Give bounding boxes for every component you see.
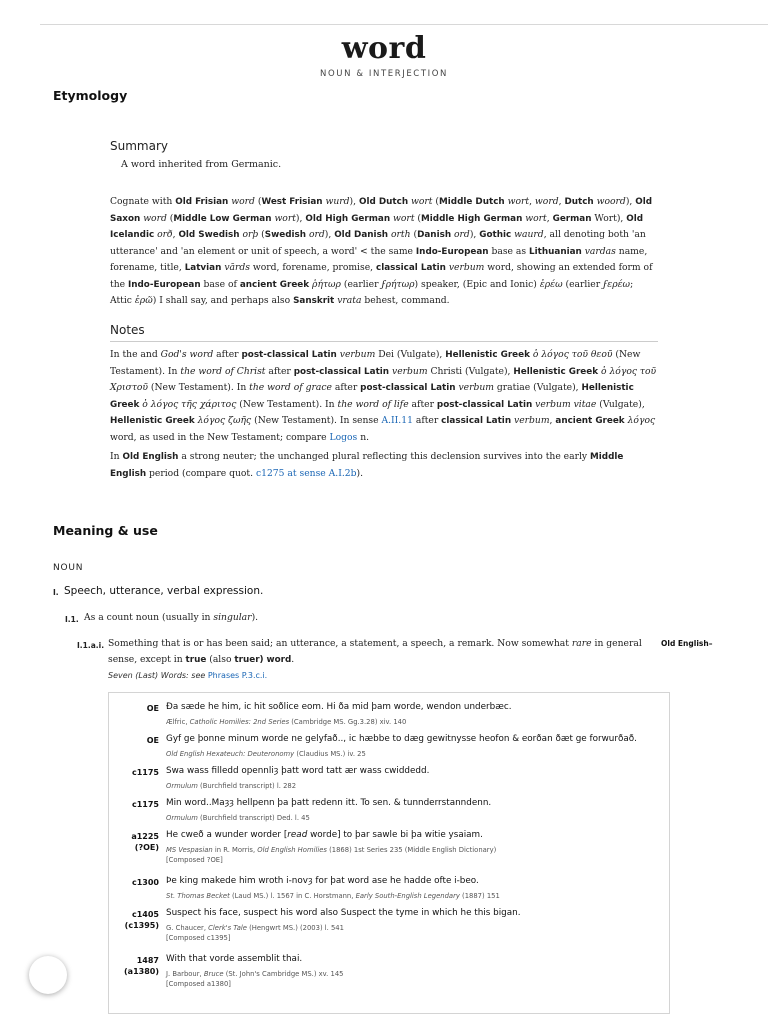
quotation-text: Þe king makede him wroth i-novȝ for þat word ase he hadde ofte i-beo. <box>166 876 479 886</box>
cross-reference-link[interactable]: Logos <box>329 431 358 443</box>
italic-term: λόγος ζωῆς <box>197 415 252 426</box>
language-name: Hellenistic Greek <box>110 383 634 410</box>
quotation-composition-date: (a1380) <box>124 967 159 976</box>
language-name: Indo-European <box>415 246 489 257</box>
quotation-date: c1300 <box>131 878 159 887</box>
italic-term: wort <box>274 212 296 224</box>
language-name: Indo-European <box>127 279 201 290</box>
italic-term: ὁ λόγος τῆς χάριτος <box>142 398 237 410</box>
italic-term: Old English Homilies <box>257 846 327 854</box>
quotation-text: Min word..Maȝȝ hellpenn þa þatt redenn itt. To sen. & tunnderrstanndenn. <box>166 798 492 808</box>
cross-reference <box>108 671 267 680</box>
italic-term: ϝερέω <box>603 278 631 290</box>
language-name: classical Latin <box>376 263 446 273</box>
quotation-source: G. Chaucer, Clerk's Tale (Hengwrt MS.) (2003) l. 541 <box>166 924 344 932</box>
italic-term: ὁ λόγος τοῦ Χριστοῦ <box>110 365 657 393</box>
italic-term: MS Vespasian <box>166 846 213 854</box>
language-name: Old High German <box>305 213 391 224</box>
quotation-source: Ormulum (Burchfield transcript) Ded. l. 45 <box>166 814 310 822</box>
quotation-source: Ælfric, Catholic Homilies: 2nd Series (Cambridge MS. Gg.3.28) xiv. 140 <box>166 718 407 726</box>
italic-term: orth <box>391 229 411 240</box>
quotation-source: J. Barbour, Bruce (St. John's Cambridge MS.) xv. 145 <box>166 970 344 978</box>
quotation-date: c1175 <box>131 768 159 777</box>
language-name: West Frisian <box>261 197 323 207</box>
cross-reference-link[interactable]: c1275 at sense A.I.2b <box>255 467 357 479</box>
language-name: Hellenistic Greek <box>110 416 195 426</box>
quotation-text: Suspect his face, suspect his word also Suspect the tyme in which he this bigan. <box>166 908 521 918</box>
quotation-date: c1175 <box>131 800 159 809</box>
quotation-date: c1405 <box>131 910 159 919</box>
language-name: Middle English <box>110 452 624 479</box>
italic-term: λόγος <box>627 415 656 426</box>
italic-term: Bruce <box>203 970 224 978</box>
italic-term: verbum <box>458 382 494 393</box>
language-name: post-classical Latin <box>360 383 456 393</box>
italic-term: God's word <box>160 349 214 360</box>
summary-heading: Summary <box>110 139 168 153</box>
sense-number: I.1.a.i. <box>77 641 105 650</box>
language-name: ancient Greek <box>239 279 310 290</box>
italic-term: St. Thomas Becket <box>166 892 230 900</box>
cross-reference-link[interactable]: A.II.11 <box>381 415 413 426</box>
quotation-date: a1225 <box>131 832 159 841</box>
italic-term: orþ <box>242 229 259 240</box>
noun-label: NOUN <box>53 563 84 573</box>
language-name: Danish <box>417 230 452 240</box>
language-name: Old Frisian <box>175 197 229 207</box>
quotation-composed-note: [Composed a1380] <box>166 980 231 988</box>
italic-term: word <box>534 196 559 207</box>
italic-term: word <box>231 196 255 207</box>
italic-term: wort <box>411 196 433 207</box>
language-name: Hellenistic Greek <box>513 366 599 377</box>
italic-term: ὁ λόγος τοῦ θεοῦ <box>532 349 613 360</box>
language-name: Gothic <box>479 230 512 240</box>
language-name: Middle Low German <box>173 213 272 224</box>
italic-term: Clerk's Tale <box>208 924 247 932</box>
italic-term: ἐρῶ <box>134 295 153 306</box>
italic-term: the word of Christ <box>180 365 266 377</box>
language-name: Swedish <box>264 230 307 240</box>
floating-action-button[interactable] <box>29 956 67 994</box>
language-name: truer) <box>234 655 264 665</box>
language-name: post-classical Latin <box>436 399 533 410</box>
language-name: classical Latin <box>441 416 512 426</box>
part-of-speech-label: NOUN & INTERJECTION <box>320 69 448 79</box>
sense-number: I. <box>53 588 59 597</box>
notes-paragraph-2: In Old English a strong neuter; the unchanged plural reflecting this declension survives into the early Middle English period (compare quot. c1275 at sense A.I.2b). <box>110 451 624 479</box>
language-name: word <box>266 655 292 665</box>
italic-term: word <box>143 212 167 224</box>
italic-term: ord <box>454 229 470 240</box>
language-name: Old Saxon <box>110 197 653 224</box>
italic-term: wort <box>525 212 547 224</box>
language-name: Old Danish <box>334 230 389 240</box>
language-name: German <box>552 213 592 224</box>
sense-definition: As a count noun (usually in singular). <box>84 612 259 623</box>
italic-term: rare <box>571 638 592 649</box>
italic-term: woord <box>596 196 626 207</box>
language-name: Lithuanian <box>529 246 582 257</box>
quotation-date: OE <box>146 704 159 713</box>
italic-term: ἐρέω <box>539 278 563 290</box>
notes-paragraph-1: In the and God's word after post-classical Latin verbum Dei (Vulgate), Hellenistic Greek ὁ λόγος τοῦ θεοῦ (New Testament). In the word of Christ after post-classical Latin verbum Christi (Vulgate), Hellenistic Greek ὁ λόγος τοῦ Χριστοῦ (New Testament). In the word of grace after post-classical Latin verbum gratiae (Vulgate), Hellenistic Greek ὁ λόγος τῆς χάριτος (New Testament). In the word of life after post-classical Latin verbum vitae (Vulgate), Hellenistic Greek λόγος ζωῆς (New Testament). In sense A.II.11 after classical Latin verbum, ancient Greek λόγος word, as used in the New Testament; compare Logos n. <box>110 349 657 443</box>
italic-term: verbum vitae <box>535 398 597 410</box>
language-name: post-classical Latin <box>241 350 337 360</box>
italic-term: Ormulum <box>166 814 198 822</box>
quotation-text: He cweð a wunder worder [read worde] to þar sawle bi þa witie ysaiam. <box>166 830 483 840</box>
notes-divider <box>110 341 658 342</box>
language-name: Old English <box>122 452 179 462</box>
quotation-composition-date: (c1395) <box>124 921 159 930</box>
quotation-source: Ormulum (Burchfield transcript) l. 282 <box>166 782 297 790</box>
italic-term: wort <box>507 196 530 207</box>
cross-reference-link[interactable]: Phrases P.3.c.i. <box>207 671 268 680</box>
italic-term: orð <box>157 229 173 240</box>
sense-date-range: Old English– <box>661 639 713 648</box>
italic-term: vārds <box>224 262 250 273</box>
italic-term: ῥήτωρ <box>312 278 341 290</box>
italic-term: Old English Hexateuch: Deuteronomy <box>166 750 295 758</box>
language-name: Old Swedish <box>178 230 240 240</box>
cross-reference-label: Seven (Last) Words: see <box>108 671 206 680</box>
header-divider <box>40 24 768 25</box>
etymology-paragraph: Cognate with Old Frisian word (West Frisian wurd), Old Dutch wort (Middle Dutch wort, word, Dutch woord), Old Saxon word (Middle Low German wort), Old High German wort (Middle High German wort, German Wort), Old Icelandic orð, Old Swedish orþ (Swedish ord), Old Danish orth (Danish ord), Gothic waurd, all denoting both 'an utterance' and 'an element or unit of speech, a word' < the same Indo-European base as Lithuanian vardas name, forename, title, Latvian vārds word, forename, promise, classical Latin verbum word, showing an extended form of the Indo-European base of ancient Greek ῥήτωρ (earlier ϝρήτωρ) speaker, (Epic and Ionic) ἐρέω (earlier ϝερέω; Attic ἐρῶ) I shall say, and perhaps also Sanskrit vrata behest, command. <box>110 196 653 306</box>
quotation-text: Swa wass filledd opennliȝ þatt word tatt ær wass cwiddedd. <box>166 766 430 776</box>
language-name: Hellenistic Greek <box>445 350 530 360</box>
italic-term: Early South-English Legendary <box>355 892 460 900</box>
language-name: Dutch <box>564 197 594 207</box>
quotations-panel <box>108 692 670 1014</box>
summary-text: A word inherited from Germanic. <box>121 159 282 170</box>
italic-term: wurd <box>325 196 350 207</box>
italic-term: Ormulum <box>166 782 198 790</box>
language-name: Middle High German <box>421 213 523 224</box>
italic-term: read <box>287 830 308 840</box>
italic-term: singular <box>213 612 252 623</box>
headword-title: word <box>341 31 427 66</box>
quotation-composition-date: (?OE) <box>134 843 159 852</box>
language-name: post-classical Latin <box>293 366 390 377</box>
meaning-heading: Meaning & use <box>53 523 158 538</box>
italic-term: verbum <box>448 262 485 273</box>
italic-term: Catholic Homilies: 2nd Series <box>189 718 290 726</box>
quotation-text: Ða sæde he him, ic hit soðlice eom. Hi ða mid þam worde, wendon underbæc. <box>166 702 512 712</box>
sense-definition: Speech, utterance, verbal expression. <box>64 585 264 597</box>
language-name: true <box>185 655 207 665</box>
quotation-source: Old English Hexateuch: Deuteronomy (Claudius MS.) iv. 25 <box>166 750 366 758</box>
quotation-text: Gyf ge þonne minum worde ne gelyfað.., ic hæbbe to dæg gewitnysse heofon & eorðan ðæt ge forwurðað. <box>166 734 637 744</box>
italic-term: wort <box>393 212 415 224</box>
notes-heading: Notes <box>110 323 145 337</box>
italic-term: verbum <box>339 349 376 360</box>
quotation-source: MS Vespasian in R. Morris, Old English Homilies (1868) 1st Series 235 (Middle English Dictionary) <box>166 846 497 854</box>
language-name: Old Dutch <box>358 197 409 207</box>
quotation-composed-note: [Composed c1395] <box>166 934 231 942</box>
sense-definition: Something that is or has been said; an utterance, a statement, a speech, a remark. Now somewhat rare in general sense, except in true (also truer) word. <box>108 638 642 665</box>
language-name: ancient Greek <box>555 416 625 426</box>
italic-term: ϝρήτωρ <box>381 278 415 290</box>
italic-term: verbum <box>514 415 550 426</box>
italic-term: the word of grace <box>249 382 332 393</box>
language-name: Middle Dutch <box>439 197 505 207</box>
quotation-text: With that vorde assemblit thai. <box>166 954 303 964</box>
italic-term: the word of life <box>337 398 409 410</box>
italic-term: vardas <box>584 245 616 257</box>
etymology-heading: Etymology <box>53 88 128 103</box>
italic-term: vrata <box>337 295 362 306</box>
italic-term: verbum <box>392 365 428 377</box>
quotation-source: St. Thomas Becket (Laud MS.) l. 1567 in C. Horstmann, Early South-English Legendary (1887) 151 <box>166 892 500 900</box>
quotation-date: OE <box>146 736 159 745</box>
quotation-composed-note: [Composed ?OE] <box>166 856 223 864</box>
language-name: Latvian <box>184 263 222 273</box>
language-name: Old Icelandic <box>110 213 644 240</box>
sense-number: I.1. <box>65 615 79 624</box>
quotation-date: 1487 <box>136 956 159 965</box>
language-name: Sanskrit <box>293 296 335 306</box>
italic-term: ord <box>308 229 325 240</box>
italic-term: waurd <box>514 229 544 240</box>
